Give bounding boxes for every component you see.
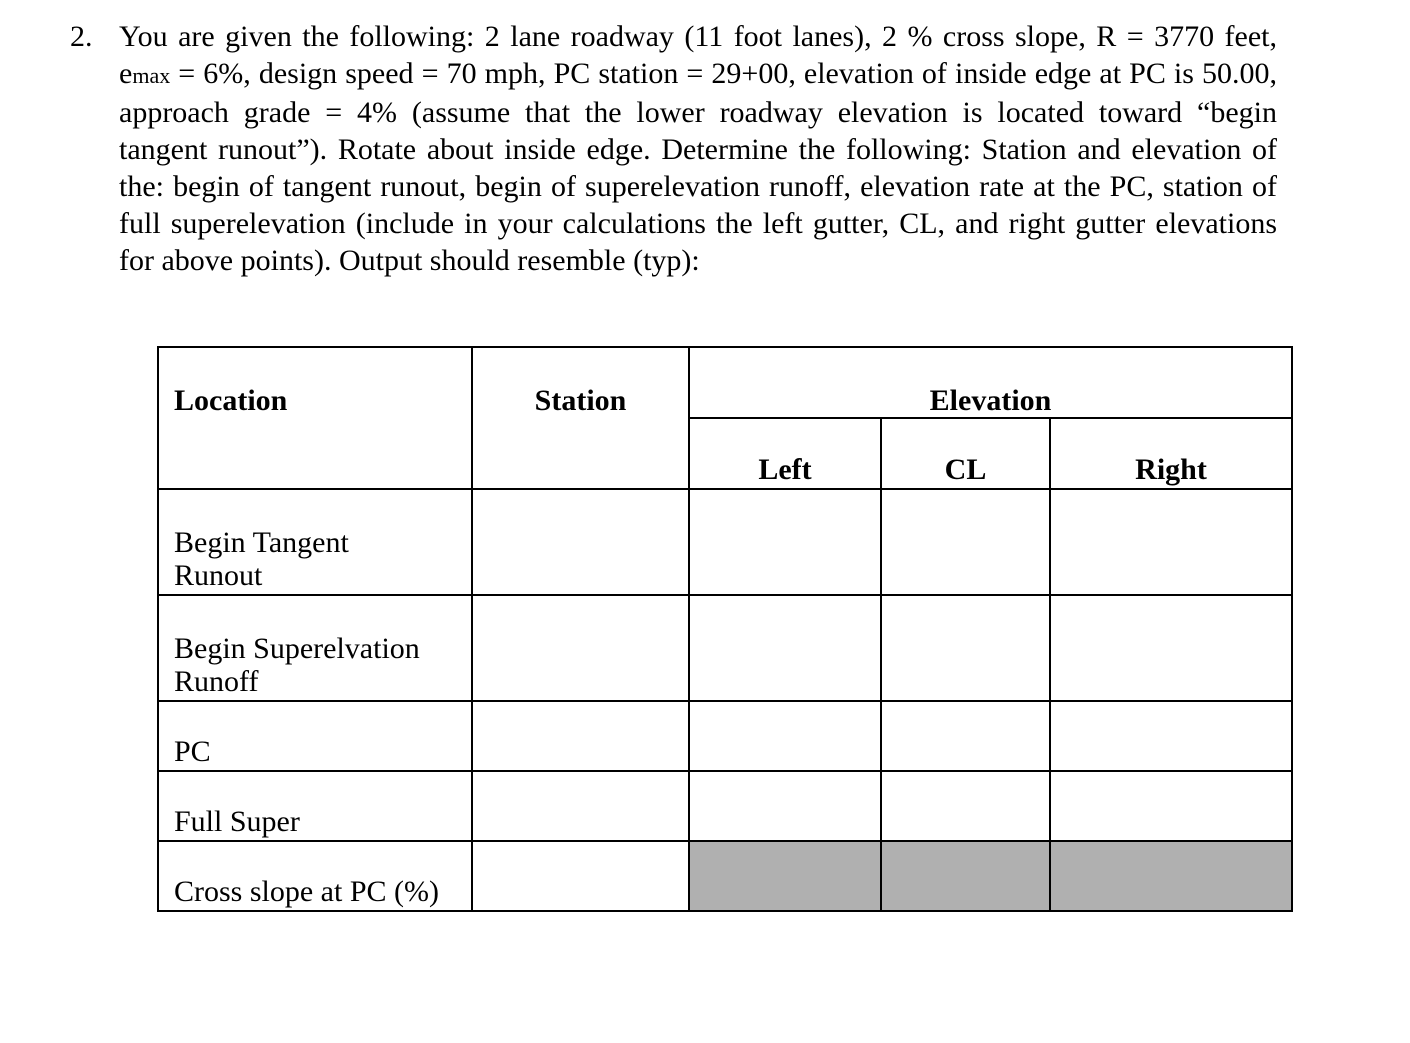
table-row	[158, 701, 1292, 771]
output-table	[157, 346, 1293, 912]
right-cell	[1050, 771, 1292, 841]
location-cell: Cross slope at PC (%)	[158, 841, 472, 911]
header-elevation: Elevation	[689, 347, 1292, 418]
header-left: Left	[689, 418, 881, 489]
header-cl: CL	[881, 418, 1050, 489]
location-line-2: Runoff	[174, 665, 259, 698]
left-cell	[689, 489, 881, 595]
problem-text-part-2: = 6%, design speed = 70 mph, PC station = 29+00, elevation of inside edge at PC is 50.00, approach grade = 4% (assume that the lower roadway elevation is located toward “begin tangent runout”). Rotate about inside edge. Determine the following: Station and elevation of the: begin of tangent runout, begin of superelevation runoff, elevation rate at the PC, station of full superelevation (include in your calculations the left gutter, CL, and right gutter elevations for above points). Output should resemble (typ):	[119, 57, 1277, 277]
left-cell	[689, 595, 881, 701]
location-line-1: Begin Superelvation	[174, 632, 420, 665]
cl-cell	[881, 595, 1050, 701]
table-row	[158, 595, 1292, 701]
right-cell	[1050, 489, 1292, 595]
location-cell	[158, 489, 472, 595]
table-row	[158, 489, 1292, 595]
shaded-left-cell	[689, 841, 881, 911]
problem-number: 2.	[70, 20, 93, 53]
station-cell	[472, 701, 689, 771]
header-right: Right	[1050, 418, 1292, 489]
table-row	[158, 841, 1292, 911]
cl-cell	[881, 701, 1050, 771]
location-cell: PC	[158, 701, 472, 771]
cl-cell	[881, 771, 1050, 841]
superelevation-table	[157, 346, 1293, 912]
shaded-right-cell	[1050, 841, 1292, 911]
location-cell	[158, 595, 472, 701]
left-cell	[689, 771, 881, 841]
left-cell	[689, 701, 881, 771]
station-cell	[472, 841, 689, 911]
station-cell	[472, 489, 689, 595]
problem-text-part-1: You are given the following: 2 lane roadway (11 foot lanes), 2 % cross slope, R = 3770 feet, e	[119, 20, 1277, 90]
cl-cell	[881, 489, 1050, 595]
shaded-cl-cell	[881, 841, 1050, 911]
station-cell	[472, 595, 689, 701]
right-cell	[1050, 595, 1292, 701]
location-line-2: Runout	[174, 559, 263, 592]
right-cell	[1050, 701, 1292, 771]
problem-text-subscript: max	[132, 63, 171, 88]
location-line-1: Begin Tangent	[174, 526, 349, 559]
location-cell: Full Super	[158, 771, 472, 841]
header-station: Station	[472, 347, 689, 489]
header-location: Location	[158, 347, 472, 489]
problem-text	[119, 18, 1277, 279]
station-cell	[472, 771, 689, 841]
table-row	[158, 771, 1292, 841]
